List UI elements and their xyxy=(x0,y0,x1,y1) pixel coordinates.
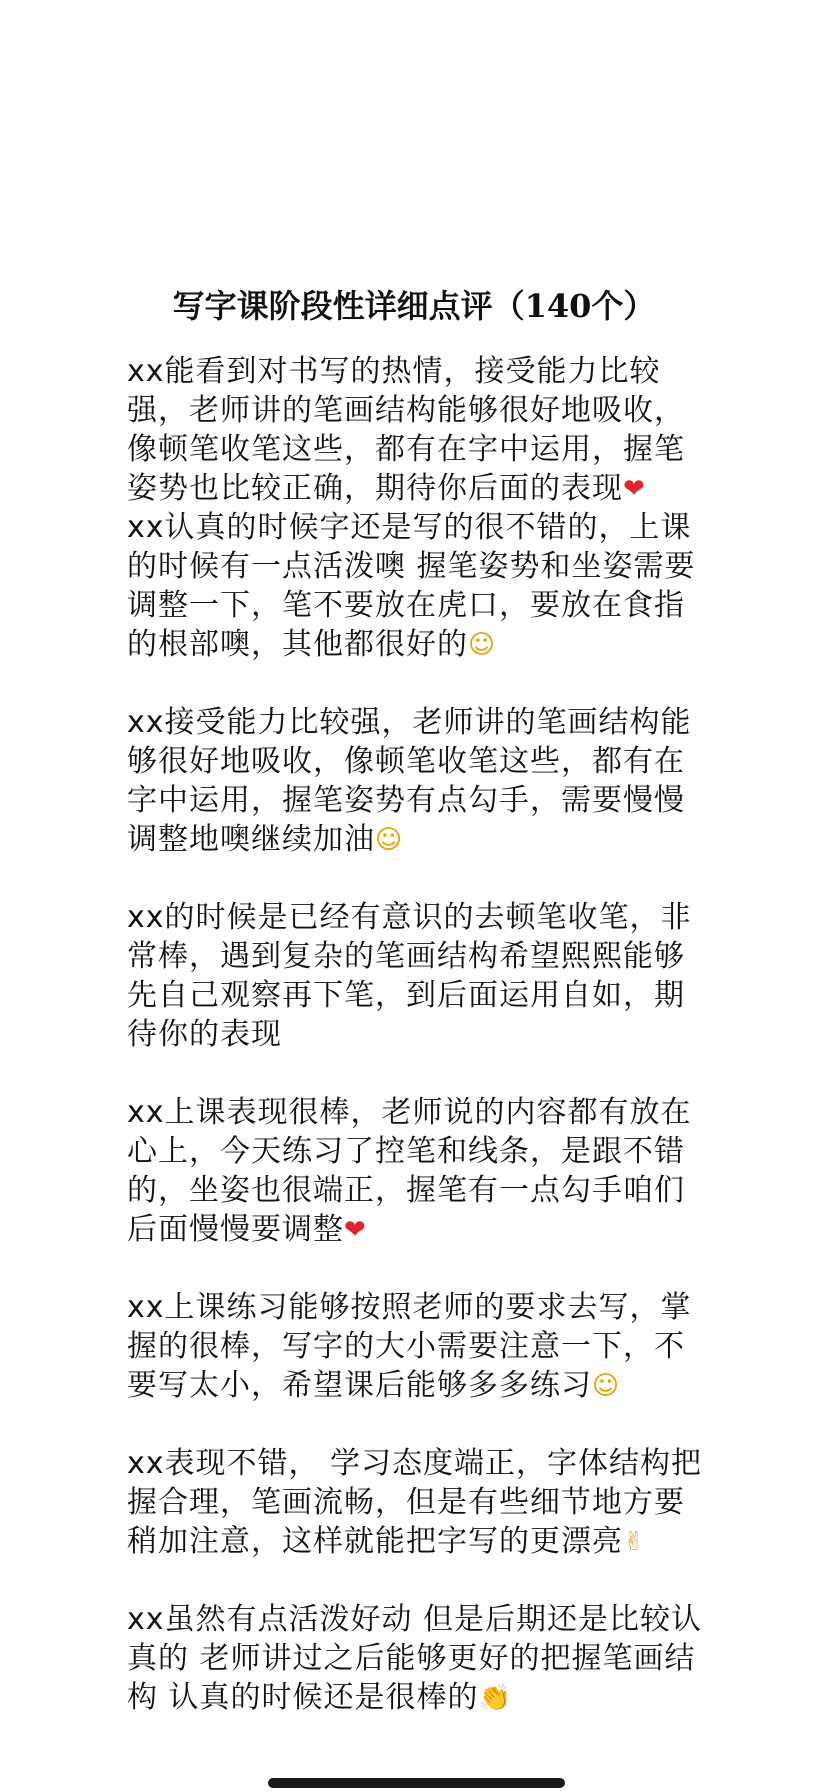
comment-paragraph xyxy=(127,1600,707,1717)
comment-paragraph xyxy=(127,898,707,1054)
home-indicator[interactable] xyxy=(268,1778,565,1788)
comment-paragraph xyxy=(127,1288,707,1405)
grinning-face-icon: ☺ xyxy=(592,1371,621,1401)
clapping-hands-icon: 👏 xyxy=(478,1683,512,1713)
comment-text: xx虽然有点活泼好动 但是后期还是比较认真的 老师讲过之后能够更好的把握笔画结构 认真的时候还是很棒的 xyxy=(127,1602,703,1715)
victory-hand-icon: ✌ xyxy=(623,1527,646,1557)
comment-text: xx认真的时候字还是写的很不错的，上课的时候有一点活泼噢 握笔姿势和坐姿需要调整一下，笔不要放在虎口，要放在食指的根部噢，其他都很好的 xyxy=(127,510,696,662)
comment-paragraph xyxy=(127,508,707,664)
comment-text: xx上课练习能够按照老师的要求去写，掌握的很棒，写字的大小需要注意一下，不要写太小，希望课后能够多多练习 xyxy=(127,1290,692,1403)
comment-paragraph xyxy=(127,1444,707,1561)
comment-paragraph xyxy=(127,1093,707,1249)
smiling-face-icon: ☺ xyxy=(468,630,497,660)
comment-text: xx上课表现很棒，老师说的内容都有放在心上，今天练习了控笔和线条，是跟不错的，坐姿也很端正，握笔有一点勾手咱们后面慢慢要调整 xyxy=(127,1095,692,1247)
comment-text: xx能看到对书写的热情，接受能力比较强，老师讲的笔画结构能够很好地吸收，像顿笔收笔这些，都有在字中运用，握笔姿势也比较正确，期待你后面的表现 xyxy=(127,354,685,506)
comments-list xyxy=(127,352,707,1717)
comment-text: xx表现不错， 学习态度端正，字体结构把握合理，笔画流畅，但是有些细节地方要稍加注意，这样就能把字写的更漂亮 xyxy=(127,1446,703,1559)
document-title: 写字课阶段性详细点评（140个） xyxy=(172,287,656,325)
heart-icon: ❤ xyxy=(344,1215,367,1245)
comment-paragraph xyxy=(127,352,707,508)
comment-paragraph xyxy=(127,703,707,859)
comment-text: xx接受能力比较强，老师讲的笔画结构能够很好地吸收，像顿笔收笔这些，都有在字中运用，握笔姿势有点勾手，需要慢慢调整地噢继续加油 xyxy=(127,705,692,857)
grinning-face-icon: ☺ xyxy=(375,825,404,855)
comment-text: xx的时候是已经有意识的去顿笔收笔，非常棒，遇到复杂的笔画结构希望熙熙能够先自己观察再下笔，到后面运用自如，期待你的表现 xyxy=(127,900,692,1052)
heart-icon: ❤ xyxy=(623,474,646,504)
